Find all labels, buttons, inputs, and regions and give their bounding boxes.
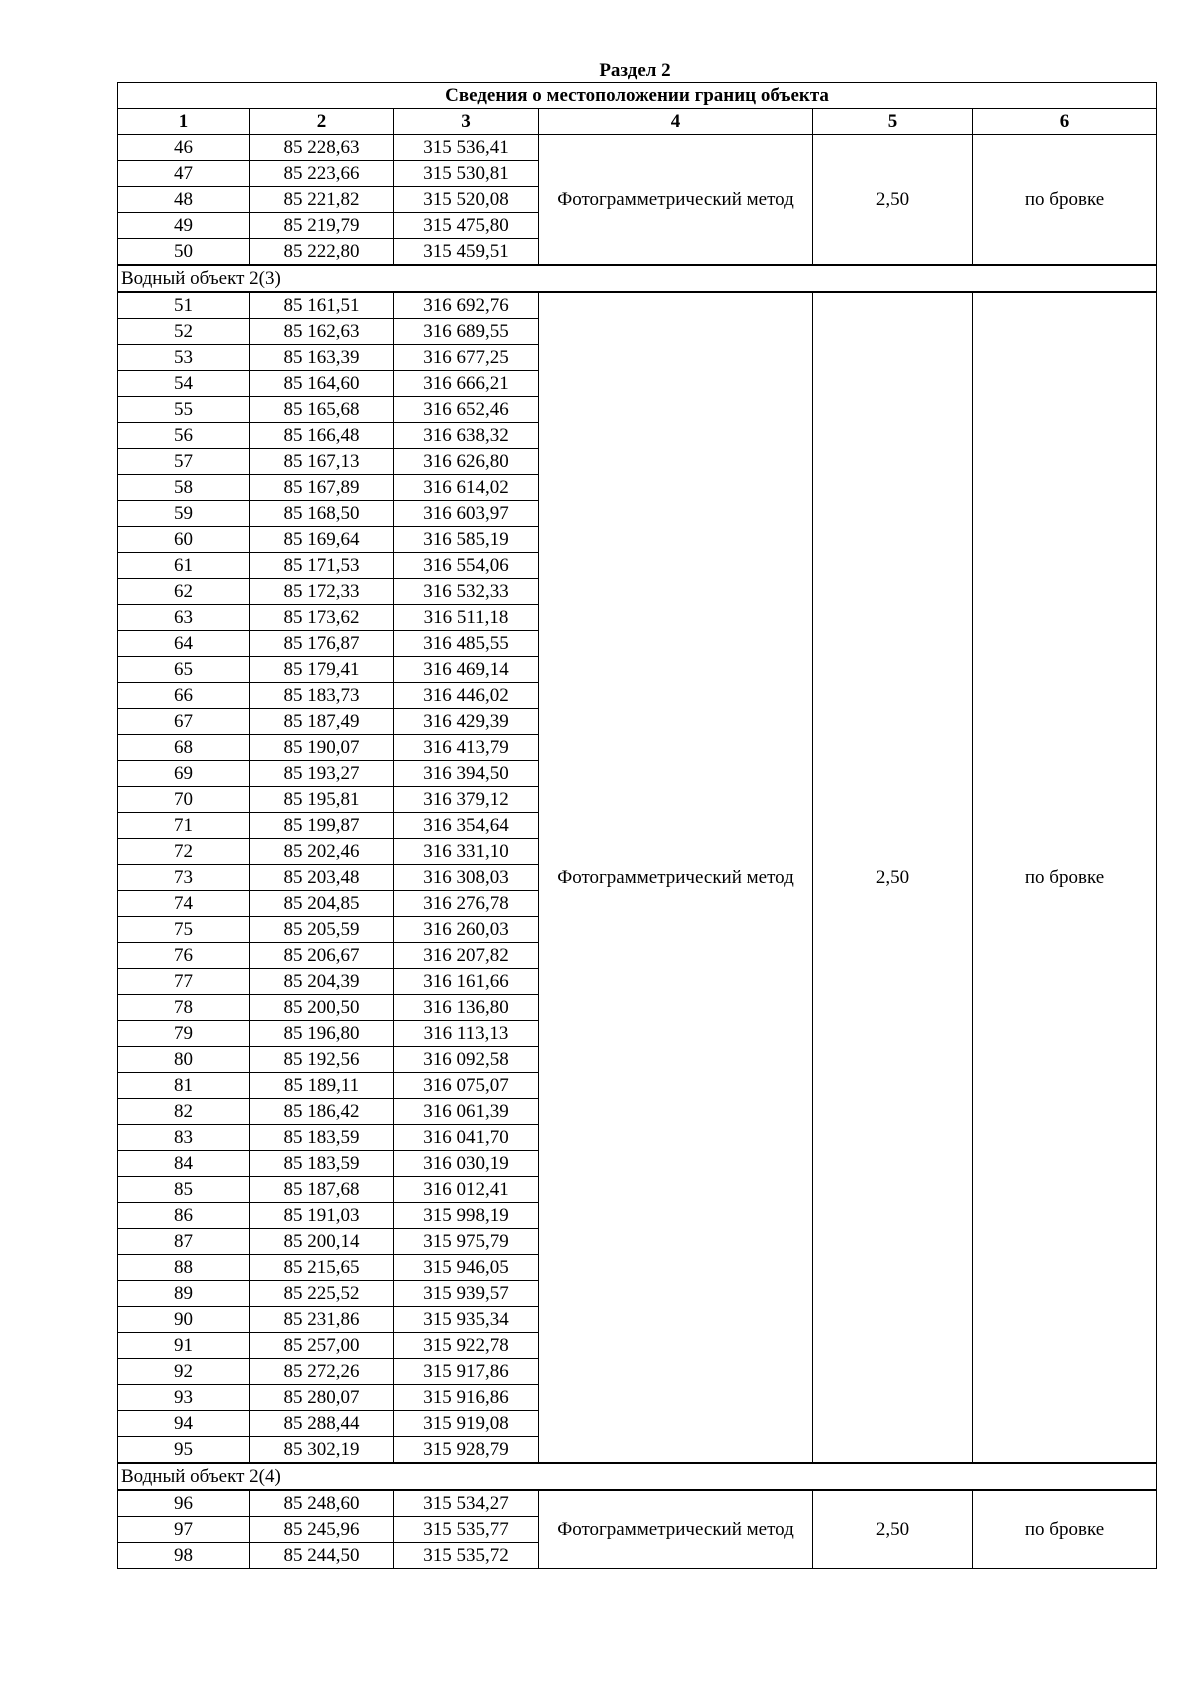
boundary-coordinates-table xyxy=(117,82,1157,1569)
point-number: 79 xyxy=(118,1021,250,1047)
coordinate-y: 316 030,19 xyxy=(394,1151,539,1177)
coordinate-x: 85 219,79 xyxy=(250,213,394,239)
coordinate-x: 85 190,07 xyxy=(250,735,394,761)
column-header: 6 xyxy=(973,109,1157,135)
coordinate-y: 316 354,64 xyxy=(394,813,539,839)
coordinate-y: 316 379,12 xyxy=(394,787,539,813)
point-number: 87 xyxy=(118,1229,250,1255)
accuracy-cell: 2,50 xyxy=(813,1490,973,1569)
point-number: 73 xyxy=(118,865,250,891)
coordinate-x: 85 179,41 xyxy=(250,657,394,683)
coordinate-y: 316 585,19 xyxy=(394,527,539,553)
coordinate-y: 315 975,79 xyxy=(394,1229,539,1255)
coordinate-x: 85 195,81 xyxy=(250,787,394,813)
description-cell: по бровке xyxy=(973,1490,1157,1569)
section-title: Раздел 2 xyxy=(599,60,671,81)
coordinate-y: 316 603,97 xyxy=(394,501,539,527)
point-number: 69 xyxy=(118,761,250,787)
coordinate-y: 316 689,55 xyxy=(394,319,539,345)
point-number: 92 xyxy=(118,1359,250,1385)
point-number: 59 xyxy=(118,501,250,527)
point-number: 97 xyxy=(118,1517,250,1543)
coordinate-y: 315 935,34 xyxy=(394,1307,539,1333)
point-number: 89 xyxy=(118,1281,250,1307)
coordinate-y: 316 075,07 xyxy=(394,1073,539,1099)
coordinate-x: 85 189,11 xyxy=(250,1073,394,1099)
coordinate-y: 316 061,39 xyxy=(394,1099,539,1125)
coordinate-x: 85 196,80 xyxy=(250,1021,394,1047)
point-number: 48 xyxy=(118,187,250,213)
coordinate-y: 315 939,57 xyxy=(394,1281,539,1307)
table-body xyxy=(118,83,1157,1569)
point-number: 62 xyxy=(118,579,250,605)
point-number: 82 xyxy=(118,1099,250,1125)
coordinate-x: 85 193,27 xyxy=(250,761,394,787)
method-cell: Фотограмметрический метод xyxy=(539,292,813,1463)
coordinate-x: 85 245,96 xyxy=(250,1517,394,1543)
coordinate-x: 85 163,39 xyxy=(250,345,394,371)
coordinate-x: 85 183,73 xyxy=(250,683,394,709)
point-number: 94 xyxy=(118,1411,250,1437)
coordinate-y: 316 485,55 xyxy=(394,631,539,657)
point-number: 75 xyxy=(118,917,250,943)
coordinate-x: 85 272,26 xyxy=(250,1359,394,1385)
coordinate-y: 315 919,08 xyxy=(394,1411,539,1437)
coordinate-y: 316 161,66 xyxy=(394,969,539,995)
point-number: 95 xyxy=(118,1437,250,1464)
point-number: 63 xyxy=(118,605,250,631)
coordinate-x: 85 186,42 xyxy=(250,1099,394,1125)
coordinate-x: 85 166,48 xyxy=(250,423,394,449)
coordinate-x: 85 192,56 xyxy=(250,1047,394,1073)
group-name: Водный объект 2(3) xyxy=(118,265,1157,292)
point-number: 56 xyxy=(118,423,250,449)
coordinate-x: 85 222,80 xyxy=(250,239,394,266)
coordinate-y: 316 012,41 xyxy=(394,1177,539,1203)
point-number: 77 xyxy=(118,969,250,995)
point-number: 71 xyxy=(118,813,250,839)
method-cell: Фотограмметрический метод xyxy=(539,1490,813,1569)
group-name: Водный объект 2(4) xyxy=(118,1463,1157,1490)
column-header: 5 xyxy=(813,109,973,135)
method-cell: Фотограмметрический метод xyxy=(539,135,813,266)
table-caption: Сведения о местоположении границ объекта xyxy=(118,83,1157,109)
point-number: 61 xyxy=(118,553,250,579)
coordinate-y: 316 666,21 xyxy=(394,371,539,397)
coordinate-y: 315 928,79 xyxy=(394,1437,539,1464)
point-number: 64 xyxy=(118,631,250,657)
coordinate-y: 316 511,18 xyxy=(394,605,539,631)
coordinate-x: 85 169,64 xyxy=(250,527,394,553)
coordinate-y: 316 113,13 xyxy=(394,1021,539,1047)
coordinate-x: 85 202,46 xyxy=(250,839,394,865)
coordinate-y: 315 520,08 xyxy=(394,187,539,213)
coordinate-y: 316 331,10 xyxy=(394,839,539,865)
accuracy-cell: 2,50 xyxy=(813,292,973,1463)
point-number: 78 xyxy=(118,995,250,1021)
coordinate-x: 85 203,48 xyxy=(250,865,394,891)
coordinate-x: 85 231,86 xyxy=(250,1307,394,1333)
coordinate-y: 316 136,80 xyxy=(394,995,539,1021)
point-number: 54 xyxy=(118,371,250,397)
coordinate-x: 85 176,87 xyxy=(250,631,394,657)
coordinate-x: 85 228,63 xyxy=(250,135,394,161)
point-number: 52 xyxy=(118,319,250,345)
coordinate-x: 85 164,60 xyxy=(250,371,394,397)
coordinate-x: 85 167,13 xyxy=(250,449,394,475)
coordinate-x: 85 244,50 xyxy=(250,1543,394,1569)
point-number: 50 xyxy=(118,239,250,266)
point-number: 85 xyxy=(118,1177,250,1203)
point-number: 55 xyxy=(118,397,250,423)
coordinate-x: 85 161,51 xyxy=(250,292,394,319)
coordinate-x: 85 168,50 xyxy=(250,501,394,527)
coordinate-y: 315 475,80 xyxy=(394,213,539,239)
table-row xyxy=(118,1490,1157,1517)
coordinate-y: 316 413,79 xyxy=(394,735,539,761)
point-number: 47 xyxy=(118,161,250,187)
coordinate-y: 315 536,41 xyxy=(394,135,539,161)
coordinate-x: 85 204,39 xyxy=(250,969,394,995)
coordinate-x: 85 165,68 xyxy=(250,397,394,423)
column-header: 2 xyxy=(250,109,394,135)
coordinate-y: 315 922,78 xyxy=(394,1333,539,1359)
coordinate-y: 316 638,32 xyxy=(394,423,539,449)
coordinate-x: 85 302,19 xyxy=(250,1437,394,1464)
point-number: 88 xyxy=(118,1255,250,1281)
coordinate-y: 315 917,86 xyxy=(394,1359,539,1385)
coordinate-x: 85 223,66 xyxy=(250,161,394,187)
coordinate-y: 315 534,27 xyxy=(394,1490,539,1517)
point-number: 66 xyxy=(118,683,250,709)
coordinate-x: 85 171,53 xyxy=(250,553,394,579)
coordinate-x: 85 200,50 xyxy=(250,995,394,1021)
coordinate-y: 315 459,51 xyxy=(394,239,539,266)
coordinate-x: 85 280,07 xyxy=(250,1385,394,1411)
coordinate-y: 316 394,50 xyxy=(394,761,539,787)
point-number: 96 xyxy=(118,1490,250,1517)
point-number: 46 xyxy=(118,135,250,161)
point-number: 67 xyxy=(118,709,250,735)
coordinate-x: 85 173,62 xyxy=(250,605,394,631)
coordinate-y: 316 260,03 xyxy=(394,917,539,943)
coordinate-x: 85 162,63 xyxy=(250,319,394,345)
point-number: 57 xyxy=(118,449,250,475)
point-number: 49 xyxy=(118,213,250,239)
point-number: 70 xyxy=(118,787,250,813)
point-number: 98 xyxy=(118,1543,250,1569)
column-header: 3 xyxy=(394,109,539,135)
point-number: 60 xyxy=(118,527,250,553)
column-header: 4 xyxy=(539,109,813,135)
point-number: 68 xyxy=(118,735,250,761)
coordinate-y: 316 092,58 xyxy=(394,1047,539,1073)
column-header-row xyxy=(118,109,1157,135)
point-number: 91 xyxy=(118,1333,250,1359)
group-header-row xyxy=(118,1463,1157,1490)
point-number: 76 xyxy=(118,943,250,969)
point-number: 86 xyxy=(118,1203,250,1229)
coordinate-x: 85 221,82 xyxy=(250,187,394,213)
accuracy-cell: 2,50 xyxy=(813,135,973,266)
table-row xyxy=(118,292,1157,319)
coordinate-x: 85 191,03 xyxy=(250,1203,394,1229)
coordinate-y: 316 554,06 xyxy=(394,553,539,579)
coordinate-y: 316 469,14 xyxy=(394,657,539,683)
column-header: 1 xyxy=(118,109,250,135)
point-number: 81 xyxy=(118,1073,250,1099)
point-number: 58 xyxy=(118,475,250,501)
coordinate-y: 316 677,25 xyxy=(394,345,539,371)
coordinate-x: 85 200,14 xyxy=(250,1229,394,1255)
point-number: 53 xyxy=(118,345,250,371)
coordinate-x: 85 248,60 xyxy=(250,1490,394,1517)
table-caption-row xyxy=(118,83,1157,109)
coordinate-y: 315 530,81 xyxy=(394,161,539,187)
table-row xyxy=(118,135,1157,161)
coordinate-x: 85 288,44 xyxy=(250,1411,394,1437)
coordinate-x: 85 205,59 xyxy=(250,917,394,943)
coordinate-y: 316 041,70 xyxy=(394,1125,539,1151)
coordinate-x: 85 257,00 xyxy=(250,1333,394,1359)
coordinate-x: 85 167,89 xyxy=(250,475,394,501)
coordinate-y: 315 535,72 xyxy=(394,1543,539,1569)
coordinate-y: 316 692,76 xyxy=(394,292,539,319)
coordinate-x: 85 204,85 xyxy=(250,891,394,917)
coordinate-x: 85 183,59 xyxy=(250,1151,394,1177)
coordinate-y: 315 946,05 xyxy=(394,1255,539,1281)
description-cell: по бровке xyxy=(973,292,1157,1463)
description-cell: по бровке xyxy=(973,135,1157,266)
coordinate-y: 316 446,02 xyxy=(394,683,539,709)
point-number: 83 xyxy=(118,1125,250,1151)
coordinate-x: 85 199,87 xyxy=(250,813,394,839)
coordinate-y: 316 626,80 xyxy=(394,449,539,475)
point-number: 72 xyxy=(118,839,250,865)
coordinate-y: 315 535,77 xyxy=(394,1517,539,1543)
coordinate-x: 85 172,33 xyxy=(250,579,394,605)
coordinate-y: 315 998,19 xyxy=(394,1203,539,1229)
coordinate-x: 85 206,67 xyxy=(250,943,394,969)
coordinate-x: 85 215,65 xyxy=(250,1255,394,1281)
point-number: 74 xyxy=(118,891,250,917)
coordinate-y: 316 532,33 xyxy=(394,579,539,605)
point-number: 93 xyxy=(118,1385,250,1411)
coordinate-x: 85 183,59 xyxy=(250,1125,394,1151)
coordinate-y: 316 652,46 xyxy=(394,397,539,423)
group-header-row xyxy=(118,265,1157,292)
point-number: 65 xyxy=(118,657,250,683)
coordinate-y: 316 276,78 xyxy=(394,891,539,917)
coordinate-y: 316 429,39 xyxy=(394,709,539,735)
point-number: 80 xyxy=(118,1047,250,1073)
coordinate-x: 85 187,49 xyxy=(250,709,394,735)
point-number: 90 xyxy=(118,1307,250,1333)
point-number: 84 xyxy=(118,1151,250,1177)
coordinate-y: 316 614,02 xyxy=(394,475,539,501)
coordinate-y: 316 308,03 xyxy=(394,865,539,891)
coordinate-y: 315 916,86 xyxy=(394,1385,539,1411)
coordinate-x: 85 187,68 xyxy=(250,1177,394,1203)
coordinate-x: 85 225,52 xyxy=(250,1281,394,1307)
point-number: 51 xyxy=(118,292,250,319)
coordinate-y: 316 207,82 xyxy=(394,943,539,969)
